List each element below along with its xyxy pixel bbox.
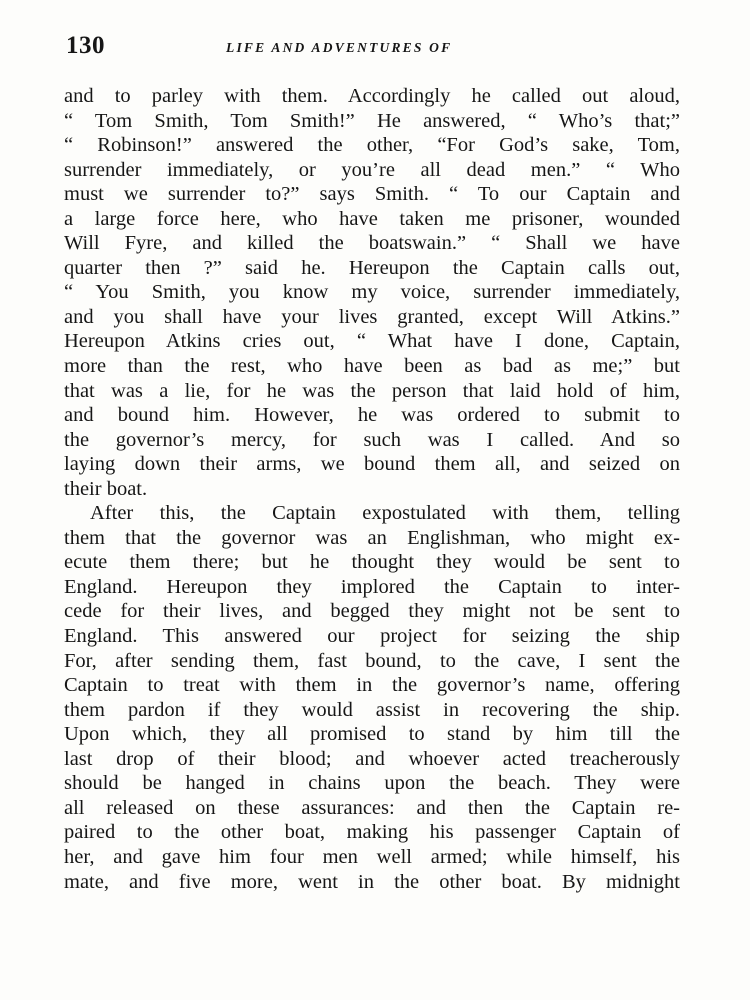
text-line: last drop of their blood; and whoever acted treacherously xyxy=(64,747,680,770)
running-title: LIFE AND ADVENTURES OF xyxy=(226,40,453,55)
text-line: more than the rest, who have been as bad as me;” but xyxy=(64,355,680,378)
text-line: mate, and five more, went in the other boat. By midnight xyxy=(64,870,680,893)
text-line: After this, the Captain expostulated with them, telling xyxy=(90,502,680,525)
text-line: “ Robinson!” answered the other, “For God’s sake, Tom, xyxy=(64,134,680,157)
text-line: all released on these assurances: and then the Captain re- xyxy=(64,796,680,819)
body-text xyxy=(64,84,680,894)
text-line: Upon which, they all promised to stand by him till the xyxy=(64,723,680,746)
text-line: must we surrender to?” says Smith. “ To our Captain and xyxy=(64,183,680,206)
running-head xyxy=(66,32,682,62)
text-line: them that the governor was an Englishman, who might ex- xyxy=(64,526,680,549)
text-line: should be hanged in chains upon the beach. They were xyxy=(64,772,680,795)
text-line: a large force here, who have taken me prisoner, wounded xyxy=(64,207,680,230)
text-line: “ You Smith, you know my voice, surrender immediately, xyxy=(64,281,680,304)
text-line: “ Tom Smith, Tom Smith!” He answered, “ Who’s that;” xyxy=(64,109,680,132)
paragraph-2 xyxy=(64,501,680,894)
text-line: England. Hereupon they implored the Captain to inter- xyxy=(64,575,680,598)
text-line: and you shall have your lives granted, except Will Atkins.” xyxy=(64,305,680,328)
text-line: Hereupon Atkins cries out, “ What have I done, Captain, xyxy=(64,330,680,353)
page-number: 130 xyxy=(66,32,105,59)
text-line: and to parley with them. Accordingly he called out aloud, xyxy=(64,85,680,107)
text-line: quarter then ?” said he. Hereupon the Captain calls out, xyxy=(64,256,680,279)
text-line: them pardon if they would assist in recovering the ship. xyxy=(64,698,680,721)
text-line: her, and gave him four men well armed; while himself, his xyxy=(64,845,680,868)
text-line: cede for their lives, and begged they might not be sent to xyxy=(64,600,680,623)
text-line: paired to the other boat, making his passenger Captain of xyxy=(64,821,680,844)
text-line: surrender immediately, or you’re all dead men.” “ Who xyxy=(64,158,680,181)
text-line: Will Fyre, and killed the boatswain.” “ Shall we have xyxy=(64,232,680,255)
text-line: that was a lie, for he was the person that laid hold of him, xyxy=(64,379,680,402)
text-line: their boat. xyxy=(64,477,148,500)
text-line: England. This answered our project for seizing the ship xyxy=(64,625,680,648)
paragraph-1 xyxy=(64,84,680,501)
text-line: Captain to treat with them in the governor’s name, offering xyxy=(64,674,680,697)
text-line: and bound him. However, he was ordered to submit to xyxy=(64,404,680,427)
text-line: the governor’s mercy, for such was I called. And so xyxy=(64,428,680,451)
text-line: ecute them there; but he thought they would be sent to xyxy=(64,551,680,574)
text-line: For, after sending them, fast bound, to the cave, I sent the xyxy=(64,649,680,672)
text-line: laying down their arms, we bound them all, and seized on xyxy=(64,453,680,476)
